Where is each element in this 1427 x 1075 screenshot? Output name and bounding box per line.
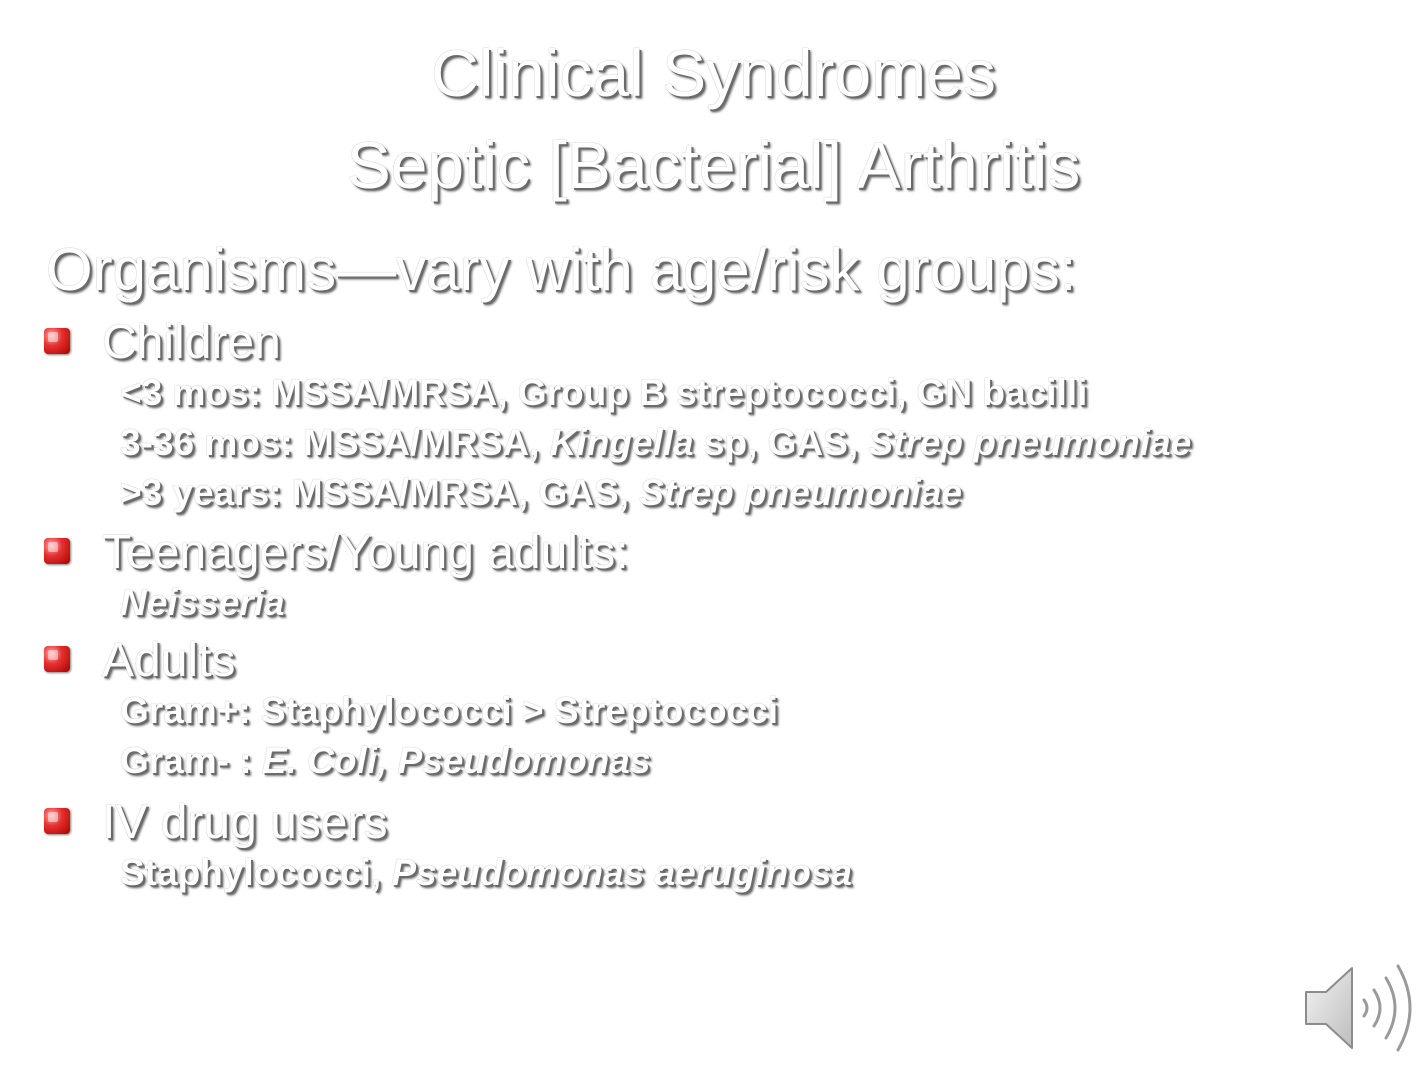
organism-item — [120, 578, 285, 628]
slide-title-line-2: Septic [Bacterial] Arthritis — [346, 128, 1081, 202]
organism-text: Staphylococci, — [120, 852, 392, 893]
organism-item — [120, 368, 1191, 418]
red-square-bullet-icon — [44, 808, 70, 834]
group-children — [44, 318, 1191, 518]
organism-text: 3-36 mos: MSSA/MRSA, — [120, 422, 550, 463]
organism-italic-text: Strep pneumoniae — [639, 472, 962, 513]
organism-text: <3 mos: MSSA/MRSA, Group B streptococci, GN bacilli — [120, 372, 1088, 413]
organism-item — [120, 736, 778, 786]
red-square-bullet-icon — [44, 646, 70, 672]
organism-item — [120, 418, 1191, 468]
organism-italic-text: Pseudomonas aeruginosa — [391, 852, 852, 893]
organism-text: >3 years: MSSA/MRSA, GAS, — [120, 472, 640, 513]
speaker-icon[interactable] — [1300, 962, 1420, 1054]
group-adults — [44, 636, 778, 786]
group-label-iv-drug-users: IV drug users — [102, 796, 388, 849]
organism-text: Gram+: Staphylococci > Streptococci — [120, 690, 778, 731]
group-label-children: Children — [102, 316, 281, 369]
organism-item — [120, 686, 778, 736]
organism-italic-text: Kingella — [549, 422, 694, 463]
organism-item — [120, 848, 852, 898]
group-teenagers — [44, 526, 629, 628]
organism-text: sp, GAS, — [693, 422, 869, 463]
organisms-heading: Organisms—vary with age/risk groups: — [46, 236, 1077, 303]
organism-italic-text: Strep pneumoniae — [868, 422, 1192, 463]
group-label-teenagers: Teenagers/Young adults: — [102, 526, 629, 579]
group-iv-drug-users — [44, 798, 852, 898]
organism-italic-text: Neisseria — [120, 582, 285, 623]
red-square-bullet-icon — [44, 538, 70, 564]
organism-text: Gram- : — [120, 740, 262, 781]
slide-title-line-1: Clinical Syndromes — [431, 36, 996, 110]
organism-item — [120, 468, 1191, 518]
group-label-adults: Adults — [102, 634, 236, 687]
red-square-bullet-icon — [44, 328, 70, 354]
organism-italic-text: E. Coli, Pseudomonas — [261, 740, 651, 781]
